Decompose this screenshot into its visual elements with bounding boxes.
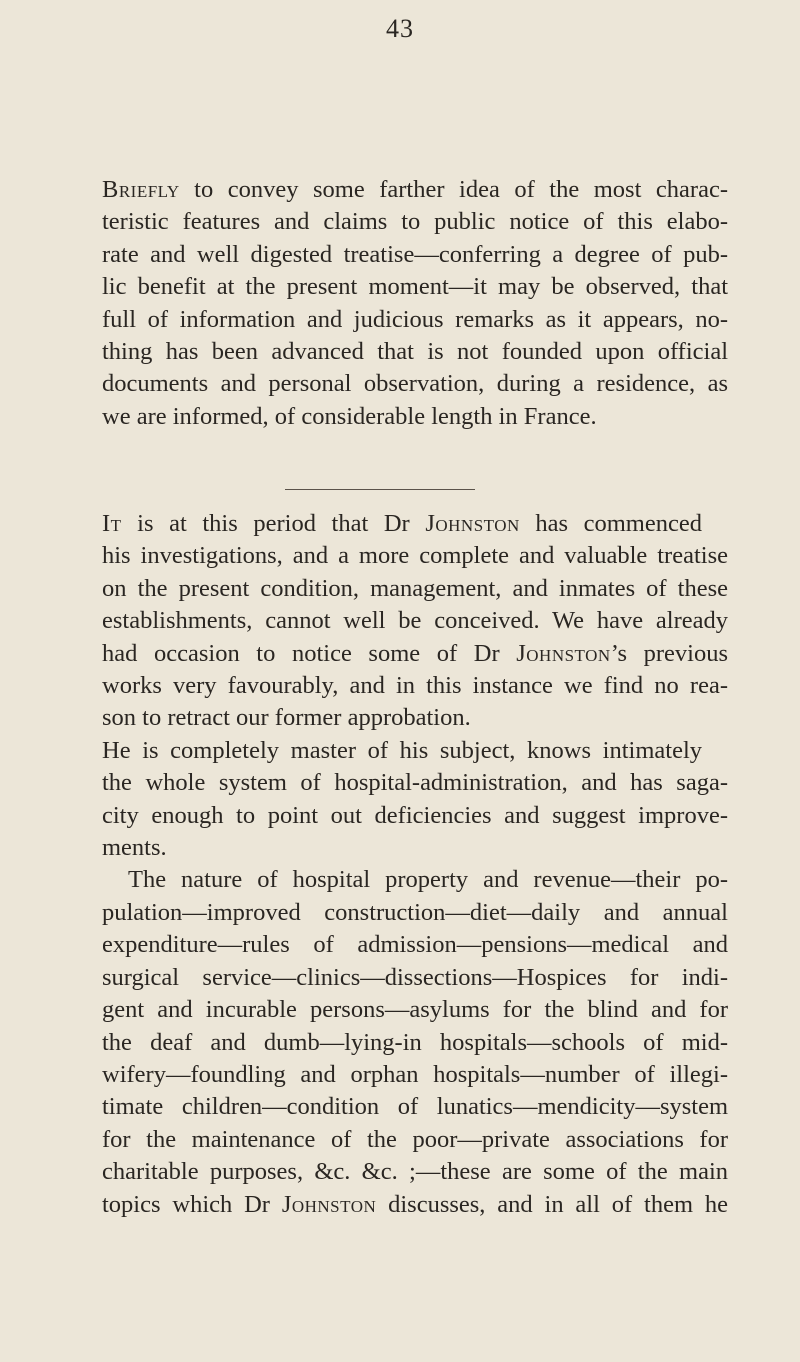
text-line: [102, 638, 728, 670]
text-line: for the maintenance of the poor—private associations for: [102, 1125, 728, 1153]
text-line: charitable purposes, &c. &c. ;—these are some of the main: [102, 1158, 728, 1186]
text-line: son to retract our former approbation.: [102, 704, 471, 732]
text-line: pulation—improved construction—diet—daily and annual: [102, 898, 728, 926]
author-name: Johnston: [425, 510, 520, 537]
paragraph-briefly: [102, 174, 728, 433]
text-line: wifery—foundling and orphan hospitals—number of illegi-: [102, 1060, 728, 1088]
paragraph-johnston: [102, 508, 728, 1221]
text-run: ’s previous: [610, 639, 729, 667]
text-line: [102, 174, 728, 206]
lead-word: It: [102, 510, 122, 537]
text-line: documents and personal observation, during a residence, as: [102, 370, 728, 398]
author-name: Johnston: [516, 639, 611, 667]
text-run: is at this period that Dr: [121, 510, 426, 537]
page-number: 43: [386, 14, 414, 43]
text-line: his investigations, and a more complete and valuable treatise: [102, 542, 728, 570]
text-line: teristic features and claims to public notice of this elabo-: [102, 208, 728, 236]
text-line: timate children—condition of lunatics—mendicity—system: [102, 1093, 728, 1121]
text-line: rate and well digested treatise—conferring a degree of pub-: [102, 240, 728, 268]
text-run: to convey some farther idea of the most charac-: [179, 176, 728, 203]
text-line: He is completely master of his subject, knows intimately: [102, 736, 702, 764]
text-line: establishments, cannot well be conceived. We have already: [102, 607, 728, 635]
text-line: on the present condition, management, and inmates of these: [102, 574, 728, 602]
text-line: thing has been advanced that is not founded upon official: [102, 338, 728, 366]
text-line: full of information and judicious remarks as it appears, no-: [102, 305, 728, 333]
text-line: works very favourably, and in this instance we find no rea-: [102, 672, 728, 700]
text-run: has commenced: [519, 510, 702, 537]
text-line: gent and incurable persons—asylums for the blind and for: [102, 996, 728, 1024]
text-line: we are informed, of considerable length in France.: [102, 402, 597, 430]
text-line: The nature of hospital property and revenue—their po-: [128, 866, 728, 894]
text-line: [102, 508, 702, 540]
text-run: discusses, and in all of them he: [376, 1190, 728, 1218]
section-divider: [285, 489, 475, 490]
author-name: Johnston: [281, 1190, 377, 1218]
text-run: had occasion to notice some of Dr: [102, 639, 517, 667]
text-line: lic benefit at the present moment—it may be observed, that: [102, 273, 728, 301]
text-line: ments.: [102, 834, 167, 862]
text-run: topics which Dr: [102, 1190, 282, 1218]
text-line: the whole system of hospital-administration, and has saga-: [102, 769, 728, 797]
text-line: expenditure—rules of admission—pensions—medical and: [102, 931, 728, 959]
lead-word: Briefly: [102, 176, 180, 203]
text-line: surgical service—clinics—dissections—Hospices for indi-: [102, 963, 728, 991]
text-line: [102, 1189, 728, 1221]
text-line: city enough to point out deficiencies and suggest improve-: [102, 801, 728, 829]
text-line: the deaf and dumb—lying-in hospitals—schools of mid-: [102, 1028, 728, 1056]
